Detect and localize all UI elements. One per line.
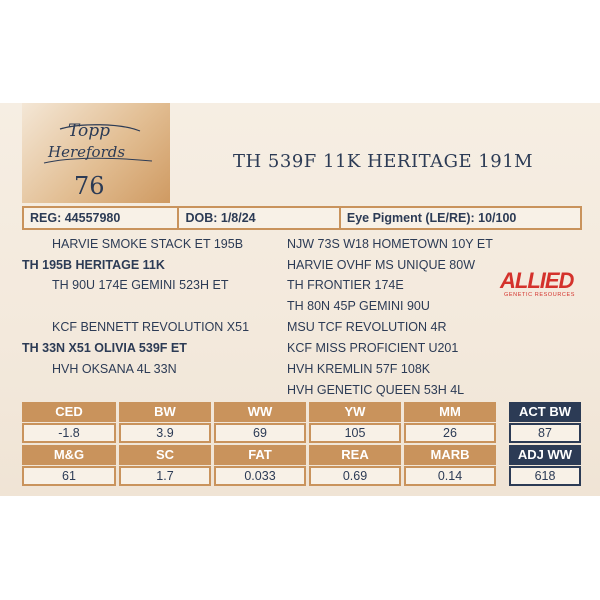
- epd-value: 0.69: [309, 466, 401, 486]
- epd-header: FAT: [214, 445, 306, 465]
- pedigree-right-item: HVH GENETIC QUEEN 53H 4L: [287, 383, 465, 397]
- pedigree-right-item: HARVIE OVHF MS UNIQUE 80W: [287, 258, 475, 272]
- pedigree-right-item: MSU TCF REVOLUTION 4R: [287, 320, 447, 334]
- epd-header: REA: [309, 445, 401, 465]
- epd-value: 61: [22, 466, 116, 486]
- epd-value: 3.9: [119, 423, 211, 443]
- lot-number: 76: [74, 172, 105, 200]
- pedigree-right-item: TH FRONTIER 174E: [287, 278, 404, 292]
- adj-ww-value: 618: [509, 466, 581, 486]
- allied-logo-tagline: GENETIC RESOURCES: [504, 292, 576, 298]
- act-bw-label: ACT BW: [509, 402, 581, 422]
- epd-header: CED: [22, 402, 116, 422]
- epd-header: SC: [119, 445, 211, 465]
- epd-header: MARB: [404, 445, 496, 465]
- allied-logo-name: ALLIED: [500, 268, 574, 293]
- date-of-birth: DOB: 1/8/24: [179, 208, 338, 228]
- epd-header: MM: [404, 402, 496, 422]
- topp-herefords-logo: [40, 121, 160, 171]
- pedigree-dam-sire: KCF BENNETT REVOLUTION X51: [52, 320, 250, 334]
- pedigree-sire-dam: TH 90U 174E GEMINI 523H ET: [52, 278, 229, 292]
- epd-value: 0.14: [404, 466, 496, 486]
- registration-number: REG: 44557980: [24, 208, 177, 228]
- epd-header: M&G: [22, 445, 116, 465]
- epd-header: BW: [119, 402, 211, 422]
- pedigree-dam-dam: HVH OKSANA 4L 33N: [52, 362, 177, 376]
- epd-header: YW: [309, 402, 401, 422]
- adj-ww-label: ADJ WW: [509, 445, 581, 465]
- pedigree-right-item: HVH KREMLIN 57F 108K: [287, 362, 431, 376]
- pedigree-right-item: NJW 73S W18 HOMETOWN 10Y ET: [287, 237, 493, 251]
- epd-value: 69: [214, 423, 306, 443]
- logo-line-2: Herefords: [48, 143, 126, 161]
- info-bar: [22, 206, 582, 230]
- pedigree-right-item: KCF MISS PROFICIENT U201: [287, 341, 459, 355]
- animal-title: TH 539F 11K HERITAGE 191M: [233, 151, 534, 172]
- pedigree-right-item: TH 80N 45P GEMINI 90U: [287, 299, 430, 313]
- allied-genetic-resources-logo: [500, 268, 580, 302]
- epd-value: 105: [309, 423, 401, 443]
- eye-pigment: Eye Pigment (LE/RE): 10/100: [341, 208, 580, 228]
- pedigree-sire: TH 195B HERITAGE 11K: [22, 258, 165, 272]
- epd-header: WW: [214, 402, 306, 422]
- act-bw-value: 87: [509, 423, 581, 443]
- epd-value: 0.033: [214, 466, 306, 486]
- pedigree-dam: TH 33N X51 OLIVIA 539F ET: [22, 341, 187, 355]
- pedigree-sire-sire: HARVIE SMOKE STACK ET 195B: [52, 237, 244, 251]
- epd-value: 1.7: [119, 466, 211, 486]
- epd-value: 26: [404, 423, 496, 443]
- epd-value: -1.8: [22, 423, 116, 443]
- logo-line-1: Topp: [68, 121, 111, 141]
